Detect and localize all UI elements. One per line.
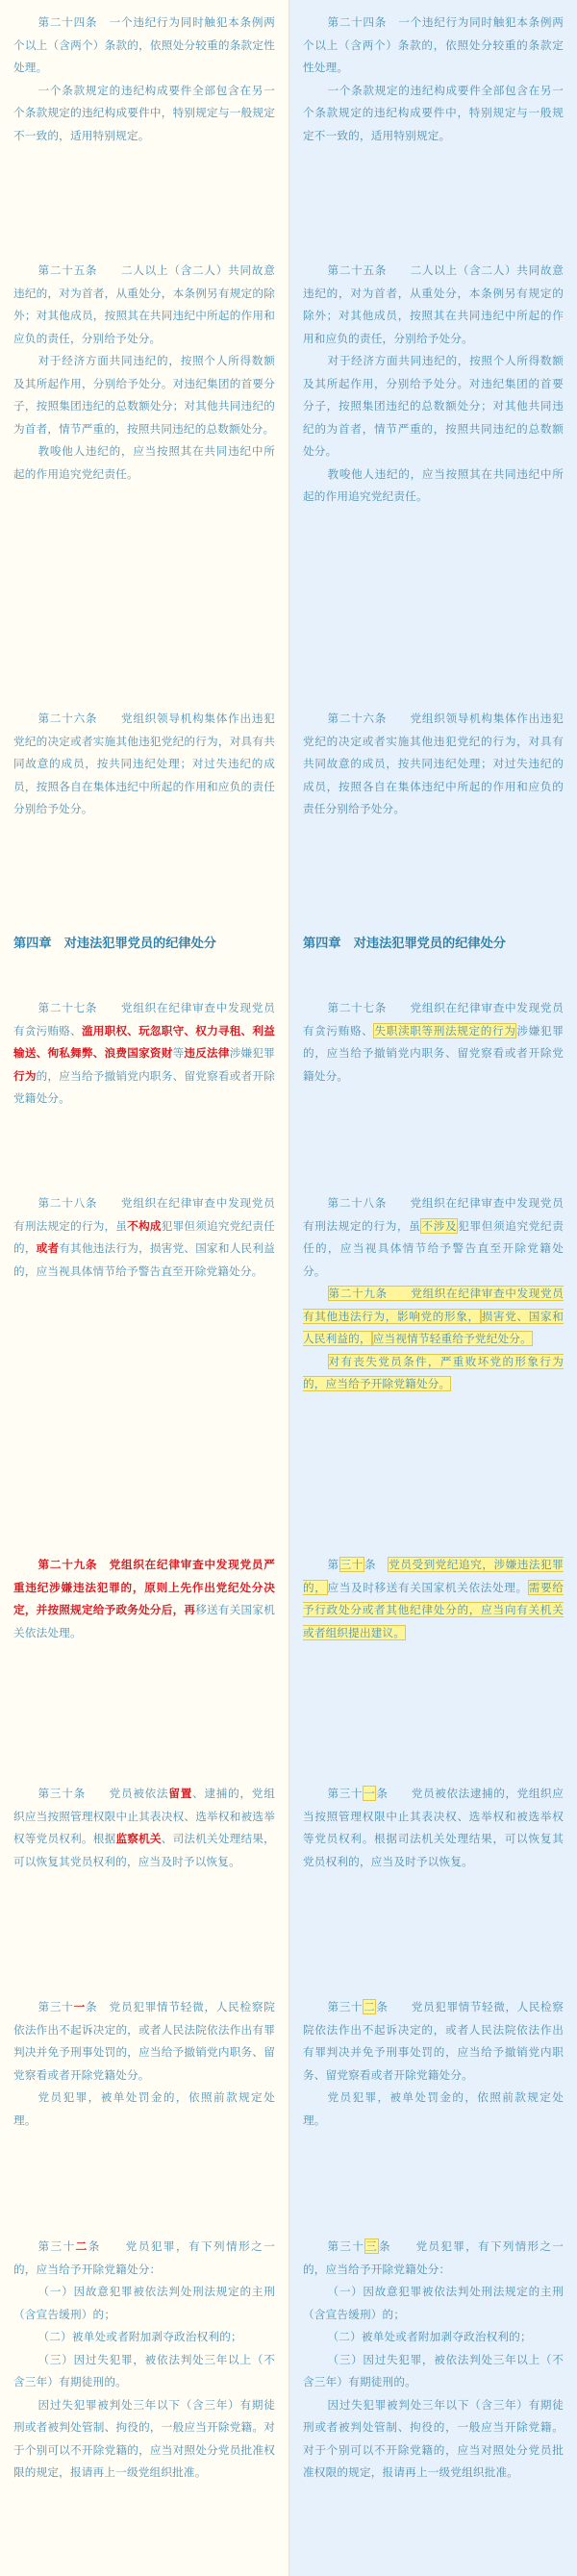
article-27 bbox=[303, 997, 564, 1088]
article-28 bbox=[13, 1192, 275, 1283]
right-column-content bbox=[289, 0, 577, 2479]
text-run: 第三十 bbox=[327, 2000, 364, 2013]
text-run: 第二十六条 党组织领导机构集体作出违犯党纪的决定或者实施其他违犯党纪的行为，对具有共同故意的成员，按共同违纪处理；对过失违纪的成员，按照各自在集体违纪中所起的作用和应负的责任分别给予处分。 bbox=[303, 712, 564, 815]
text-run: 条 党员被依法逮捕的，党组织应当按照管理权限中止其表决权、选举权和被选举权等党员权利。根据司法机关处理结果，可以恢复其党员权利的，应当及时予以恢复。 bbox=[303, 1787, 564, 1868]
paragraph bbox=[13, 2394, 275, 2485]
text-run: 涉嫌犯罪的，应当给予撤销党内职务、留党察看或者开除党籍处分。 bbox=[303, 1023, 564, 1083]
paragraph bbox=[303, 260, 564, 350]
right-column-new-version bbox=[289, 0, 577, 2576]
emphasized-text: 第二十九条 党组织在纪律审查中发现党员严重违纪涉嫌违法犯罪的，原则上先作出党纪处分决定，并按照规定给予政务处分后， bbox=[13, 1558, 275, 1616]
text-run: 条 bbox=[364, 1558, 389, 1571]
text-run: 对于经济方面共同违纪的，按照个人所得数额及其所起作用，分别给予处分。对违纪集团的首要分子，按照集团违纪的总数额处分；对其他共同违纪的为首者，情节严重的，按照共同违纪的总数额处分。 bbox=[303, 354, 564, 458]
highlighted-text: 失职渎职等刑法规定的行为 bbox=[374, 1023, 516, 1038]
highlighted-text: 不涉及 bbox=[421, 1218, 458, 1233]
text-run: 党员犯罪，被单处罚金的，依照前款规定处理。 bbox=[13, 2090, 275, 2127]
paragraph bbox=[303, 1554, 564, 1644]
article-32 bbox=[13, 2236, 275, 2485]
text-run: 一个条款规定的违纪构成要件全部包含在另一个条款规定的违纪构成要件中，特别规定与一般规定不一致的，适用特别规定。 bbox=[303, 83, 564, 142]
text-run: （一）因故意犯罪被依法判处刑法规定的主刑（含宣告缓刑）的； bbox=[13, 2285, 275, 2321]
emphasized-text: 留置 bbox=[168, 1787, 193, 1800]
paragraph bbox=[303, 12, 564, 80]
paragraph bbox=[13, 708, 275, 821]
paragraph bbox=[303, 997, 564, 1088]
text-run: 条 党员犯罪，有下列情形之一的，应当给予开除党籍处分： bbox=[13, 2239, 275, 2276]
left-column-content bbox=[0, 0, 288, 2479]
emphasized-text: 违反法律 bbox=[184, 1046, 230, 1060]
text-run: 、司法机关处理结果，可以恢复其党员权利的，应当及时予以恢复。 bbox=[13, 1832, 275, 1868]
article-30 bbox=[13, 1783, 275, 1873]
text-run: 第二十四条 一个违纪行为同时触犯本条例两个以上（含两个）条款的，依照处分较重的条款定性处理。 bbox=[303, 15, 564, 74]
text-run: 移送有关国家机关依法处理。 bbox=[13, 1603, 275, 1639]
paragraph bbox=[13, 2349, 275, 2394]
paragraph bbox=[13, 12, 275, 80]
paragraph bbox=[303, 463, 564, 509]
highlighted-text: 对有丧失党员条件，严重败坏党的形象行为的，应当给予开除党籍处分。 bbox=[303, 1354, 564, 1390]
paragraph bbox=[303, 708, 564, 821]
text-run: （二）被单处或者附加剥夺政治权利的； bbox=[327, 2330, 532, 2343]
text-run: 第三十 bbox=[327, 2239, 365, 2253]
article-31 bbox=[13, 1996, 275, 2132]
paragraph bbox=[303, 2087, 564, 2132]
article-32 bbox=[303, 1996, 564, 2132]
text-run: 第 bbox=[327, 1558, 339, 1571]
highlighted-text: 三十 bbox=[339, 1558, 364, 1571]
text-run: 有其他违法行为，损害党、国家和人民利益的，应当视具体情节给予警告直至开除党籍处分。 bbox=[13, 1241, 275, 1278]
text-run: 条 党员犯罪情节轻微，人民检察院依法作出不起诉决定的，或者人民法院依法作出有罪判决并免予刑事处罚的，应当给予撤销党内职务、留党察看或者开除党籍处分。 bbox=[303, 2000, 564, 2082]
paragraph bbox=[303, 1783, 564, 1873]
paragraph bbox=[13, 80, 275, 148]
paragraph bbox=[303, 350, 564, 463]
emphasized-text: 再 bbox=[184, 1603, 196, 1616]
highlighted-text: 二 bbox=[364, 2000, 376, 2013]
text-run: 条 党员犯罪情节轻微，人民检察院依法作出不起诉决定的，或者人民法院依法作出有罪判决并免予刑事处罚的，应当给予撤销党内职务、留党察看或者开除党籍处分。 bbox=[13, 2000, 276, 2082]
article-29 bbox=[13, 1554, 275, 1644]
emphasized-text: 滥用职权、玩忽职守、权力寻租、利益输送、徇私舞弊、浪费国家资财 bbox=[13, 1023, 275, 1060]
paragraph bbox=[303, 1996, 564, 2087]
article-24 bbox=[13, 12, 275, 147]
text-run: 对于经济方面共同违纪的，按照个人所得数额及其所起作用，分别给予处分。对违纪集团的首要分子，按照集团违纪的总数额处分；对其他共同违纪的为首者，情节严重的，按照共同违纪的总数额处分。 bbox=[13, 354, 275, 436]
article-31 bbox=[303, 1783, 564, 1873]
highlighted-text: 一 bbox=[364, 1787, 376, 1800]
text-run: （三）因过失犯罪，被依法判处三年以上（不含三年）有期徒刑的。 bbox=[303, 2352, 564, 2388]
highlighted-text: 党员受到党纪追究，涉嫌违法犯罪的， bbox=[303, 1558, 564, 1594]
article-26 bbox=[303, 708, 564, 821]
text-run: （三）因过失犯罪，被依法判处三年以上（不含三年）有期徒刑的。 bbox=[13, 2352, 275, 2388]
paragraph bbox=[13, 2326, 275, 2349]
paragraph bbox=[13, 1996, 275, 2087]
text-run: 第二十八条 党组织在纪律审查中发现党员有刑法规定的行为，虽 bbox=[13, 1196, 275, 1233]
paragraph bbox=[303, 80, 564, 148]
text-run: 、逮捕的，党组织应当按照管理权限中止其表决权、选举权和被选举权等党员权利。根据 bbox=[13, 1787, 275, 1845]
highlighted-text: 第二十九条 党组织在纪律审查中发现党员有其他违法行为，影响党的形象， bbox=[303, 1287, 564, 1323]
article-33 bbox=[303, 2236, 564, 2485]
emphasized-text: 或者 bbox=[36, 1241, 60, 1255]
text-run: 第三十 bbox=[327, 1787, 364, 1800]
text-run: （二）被单处或者附加剥夺政治权利的； bbox=[38, 2330, 242, 2343]
paragraph bbox=[303, 2349, 564, 2394]
text-run: 条 党员犯罪，有下列情形之一的，应当给予开除党籍处分： bbox=[303, 2239, 564, 2276]
chapter-heading: 第四章 对违法犯罪党员的纪律处分 bbox=[13, 937, 216, 951]
text-run: 的，应当给予撤销党内职务、留党察看或者开除党籍处分。 bbox=[13, 1068, 275, 1105]
text-run: 第二十八条 党组织在纪律审查中发现党员有刑法规定的行为，虽 bbox=[303, 1196, 564, 1233]
article-28-29 bbox=[303, 1192, 564, 1396]
paragraph bbox=[13, 1554, 275, 1644]
text-run: 因过失犯罪被判处三年以下（含三年）有期徒刑或者被判处管制、拘役的，一般应当开除党籍。对于个别可以不开除党籍的，应当对照处分党员批准权限的规定，报请再上一级党组织批准。 bbox=[13, 2397, 275, 2479]
paragraph bbox=[13, 350, 275, 440]
text-run: 第三十条 党员被依法 bbox=[38, 1787, 169, 1800]
highlighted-text: 三 bbox=[365, 2239, 379, 2253]
highlighted-text: 应当视情节轻重给予党纪处分。 bbox=[372, 1332, 532, 1345]
text-run: 第二十七条 党组织在纪律审查中发现党员有贪污贿赂、 bbox=[303, 1001, 564, 1038]
text-run: 教唆他人违纪的，应当按照其在共同违纪中所起的作用追究党纪责任。 bbox=[303, 466, 564, 503]
article-27 bbox=[13, 997, 275, 1111]
paragraph bbox=[303, 1192, 564, 1283]
text-run: 党员犯罪，被单处罚金的，依照前款规定处理。 bbox=[303, 2090, 564, 2127]
emphasized-text: 行为 bbox=[13, 1068, 37, 1083]
emphasized-text: 监察机关 bbox=[115, 1832, 162, 1845]
article-24 bbox=[303, 12, 564, 147]
paragraph bbox=[13, 2236, 275, 2281]
text-run: 应当及时移送有关国家机关依法处理。 bbox=[327, 1580, 528, 1594]
paragraph bbox=[13, 440, 275, 486]
paragraph bbox=[13, 2281, 275, 2326]
article-25 bbox=[13, 260, 275, 486]
text-run: 第二十四条 一个违纪行为同时触犯本条例两个以上（含两个）条款的，依照处分较重的条款定性处理。 bbox=[13, 15, 275, 74]
text-run: 第三十 bbox=[38, 2000, 74, 2013]
paragraph bbox=[303, 2394, 564, 2485]
article-25 bbox=[303, 260, 564, 509]
text-run: 第三十 bbox=[38, 2239, 76, 2253]
chapter-heading: 第四章 对违法犯罪党员的纪律处分 bbox=[303, 937, 506, 951]
paragraph bbox=[13, 2087, 275, 2132]
paragraph bbox=[13, 1783, 275, 1873]
paragraph bbox=[303, 2281, 564, 2326]
text-run: （一）因故意犯罪被依法判处刑法规定的主刑（含宣告缓刑）的； bbox=[303, 2285, 564, 2321]
text-run: 等 bbox=[172, 1046, 185, 1060]
paragraph bbox=[303, 1351, 564, 1396]
text-run: 第二十六条 党组织领导机构集体作出违犯党纪的决定或者实施其他违犯党纪的行为，对具有共同故意的成员，按共同违纪处理；对过失违纪的成员，按照各自在集体违纪中所起的作用和应负的责任分别给予处分。 bbox=[13, 712, 275, 815]
text-run: 犯罪但须追究党纪责任的，应当视具体情节给予警告直至开除党籍处分。 bbox=[303, 1218, 564, 1278]
text-run: 犯罪但须追究党纪责任的， bbox=[13, 1218, 275, 1255]
text-run: 因过失犯罪被判处三年以下（含三年）有期徒刑或者被判处管制、拘役的，一般应当开除党籍。对于个别可以不开除党籍的，应当对照处分党员批准权限的规定，报请再上一级党组织批准。 bbox=[303, 2397, 564, 2479]
paragraph bbox=[303, 2326, 564, 2349]
text-run: 第二十七条 党组织在纪律审查中发现党员有贪污贿赂、 bbox=[13, 1001, 275, 1038]
highlighted-text: 损害党、国家和人民利益的， bbox=[303, 1309, 564, 1345]
paragraph bbox=[13, 1192, 275, 1283]
emphasized-text: 不构成 bbox=[127, 1218, 162, 1233]
text-run: 涉嫌犯罪 bbox=[229, 1046, 275, 1060]
article-30 bbox=[303, 1554, 564, 1644]
paragraph bbox=[13, 997, 275, 1111]
paragraph bbox=[303, 1283, 564, 1351]
article-26 bbox=[13, 708, 275, 821]
text-run: 第二十五条 二人以上（含二人）共同故意违纪的，对为首者，从重处分，本条例另有规定的除外；对其他成员，按照其在共同违纪中所起的作用和应负的责任，分别给予处分。 bbox=[303, 263, 564, 345]
text-run: 第二十五条 二人以上（含二人）共同故意违纪的，对为首者，从重处分，本条例另有规定的除外；对其他成员，按照其在共同违纪中所起的作用和应负的责任，分别给予处分。 bbox=[13, 263, 275, 345]
emphasized-text: 一 bbox=[73, 2000, 86, 2013]
text-run: 一个条款规定的违纪构成要件全部包含在另一个条款规定的违纪构成要件中，特别规定与一般规定不一致的，适用特别规定。 bbox=[13, 83, 275, 142]
emphasized-text: 二 bbox=[75, 2239, 88, 2253]
paragraph bbox=[13, 260, 275, 350]
paragraph bbox=[303, 2236, 564, 2281]
highlighted-text: 需要给予行政处分或者其他纪律处分的，应当向有关机关或者组织提出建议。 bbox=[303, 1580, 564, 1639]
text-run: 教唆他人违纪的，应当按照其在共同违纪中所起的作用追究党纪责任。 bbox=[13, 444, 275, 481]
